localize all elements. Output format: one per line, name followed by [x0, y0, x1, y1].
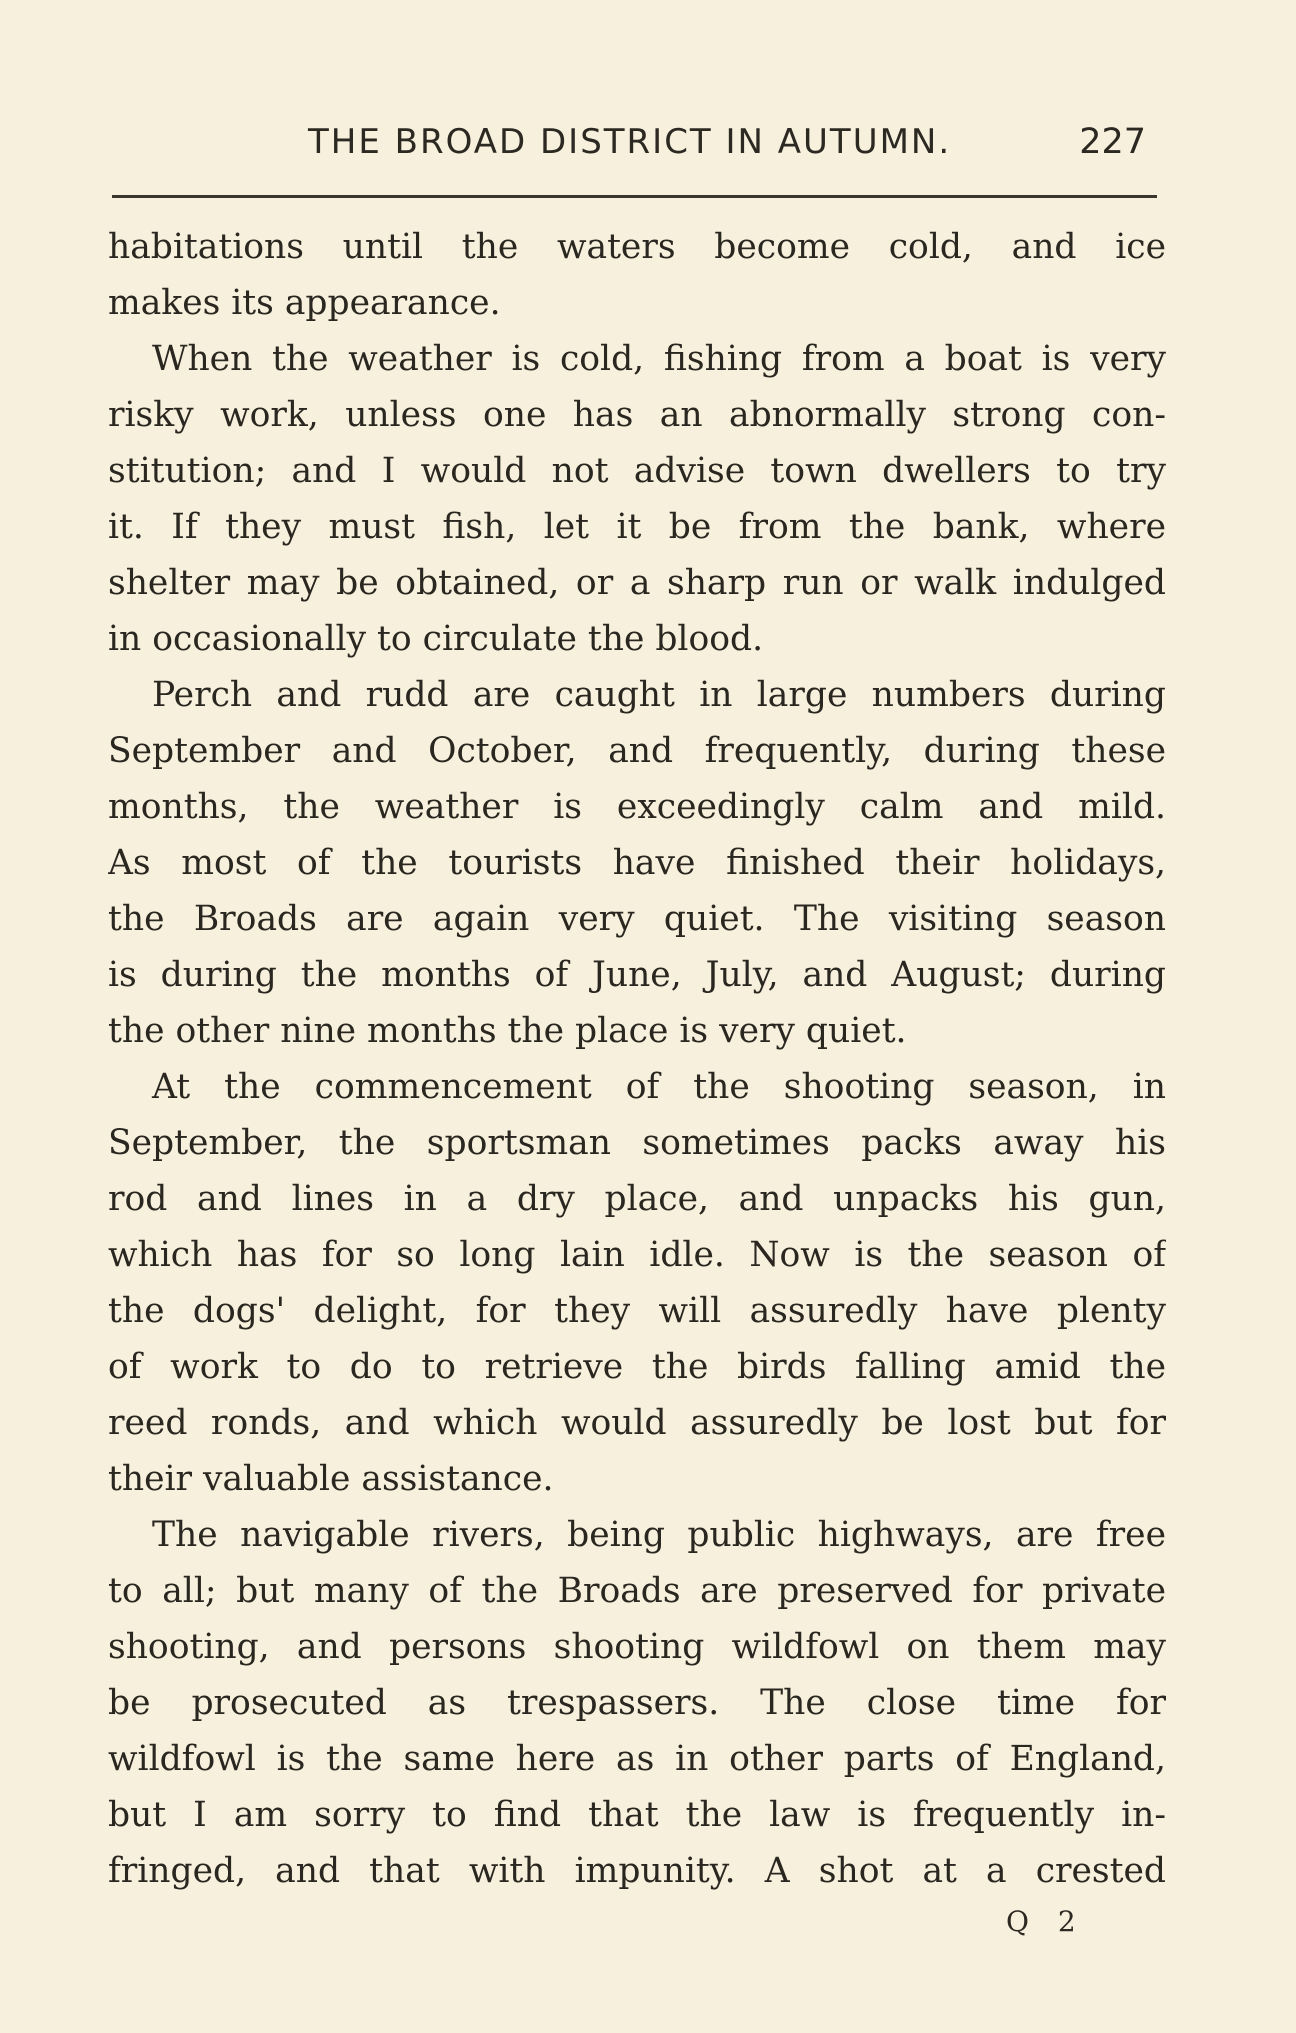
header-rule	[112, 195, 1157, 198]
text-line: the other nine months the place is very quiet.	[108, 1011, 907, 1051]
text-line: fringed, and that with impunity. A shot at a crested	[108, 1851, 1166, 1891]
text-line: the Broads are again very quiet. The visiting season	[108, 899, 1166, 939]
signature-mark: Q 2	[1006, 1905, 1086, 1938]
body-text	[108, 219, 1166, 1899]
running-head	[108, 122, 1166, 172]
text-line: Perch and rudd are caught in large numbers during	[152, 675, 1166, 715]
text-line: When the weather is cold, fishing from a boat is very	[152, 339, 1166, 379]
text-line: which has for so long lain idle. Now is the season of	[108, 1235, 1166, 1275]
text-line: reed ronds, and which would assuredly be lost but for	[108, 1403, 1166, 1443]
running-title: THE BROAD DISTRICT IN AUTUMN.	[308, 122, 952, 162]
text-line: be prosecuted as trespassers. The close time for	[108, 1683, 1166, 1723]
text-line: The navigable rivers, being public highways, are free	[152, 1515, 1166, 1555]
text-line: their valuable assistance.	[108, 1459, 554, 1499]
text-line: shelter may be obtained, or a sharp run or walk indulged	[108, 563, 1166, 603]
text-line: At the commencement of the shooting season, in	[152, 1067, 1166, 1107]
text-line: September, the sportsman sometimes packs away his	[108, 1123, 1166, 1163]
text-line: shooting, and persons shooting wildfowl on them may	[108, 1627, 1166, 1667]
text-line: but I am sorry to find that the law is frequently in-	[108, 1795, 1166, 1835]
text-line: in occasionally to circulate the blood.	[108, 619, 764, 659]
page-number: 227	[1079, 122, 1146, 162]
text-line: habitations until the waters become cold, and ice	[108, 227, 1166, 267]
text-line: makes its appearance.	[108, 283, 501, 323]
text-line: September and October, and frequently, during these	[108, 731, 1166, 771]
text-line: As most of the tourists have finished their holidays,	[108, 843, 1166, 883]
text-line: of work to do to retrieve the birds falling amid the	[108, 1347, 1166, 1387]
text-line: months, the weather is exceedingly calm and mild.	[108, 787, 1166, 827]
text-line: risky work, unless one has an abnormally strong con-	[108, 395, 1166, 435]
text-line: rod and lines in a dry place, and unpacks his gun,	[108, 1179, 1166, 1219]
text-line: is during the months of June, July, and August; during	[108, 955, 1166, 995]
text-line: it. If they must fish, let it be from the bank, where	[108, 507, 1166, 547]
text-line: to all; but many of the Broads are preserved for private	[108, 1571, 1166, 1611]
text-line: wildfowl is the same here as in other parts of England,	[108, 1739, 1166, 1779]
text-line: the dogs' delight, for they will assuredly have plenty	[108, 1291, 1166, 1331]
text-line: stitution; and I would not advise town dwellers to try	[108, 451, 1166, 491]
